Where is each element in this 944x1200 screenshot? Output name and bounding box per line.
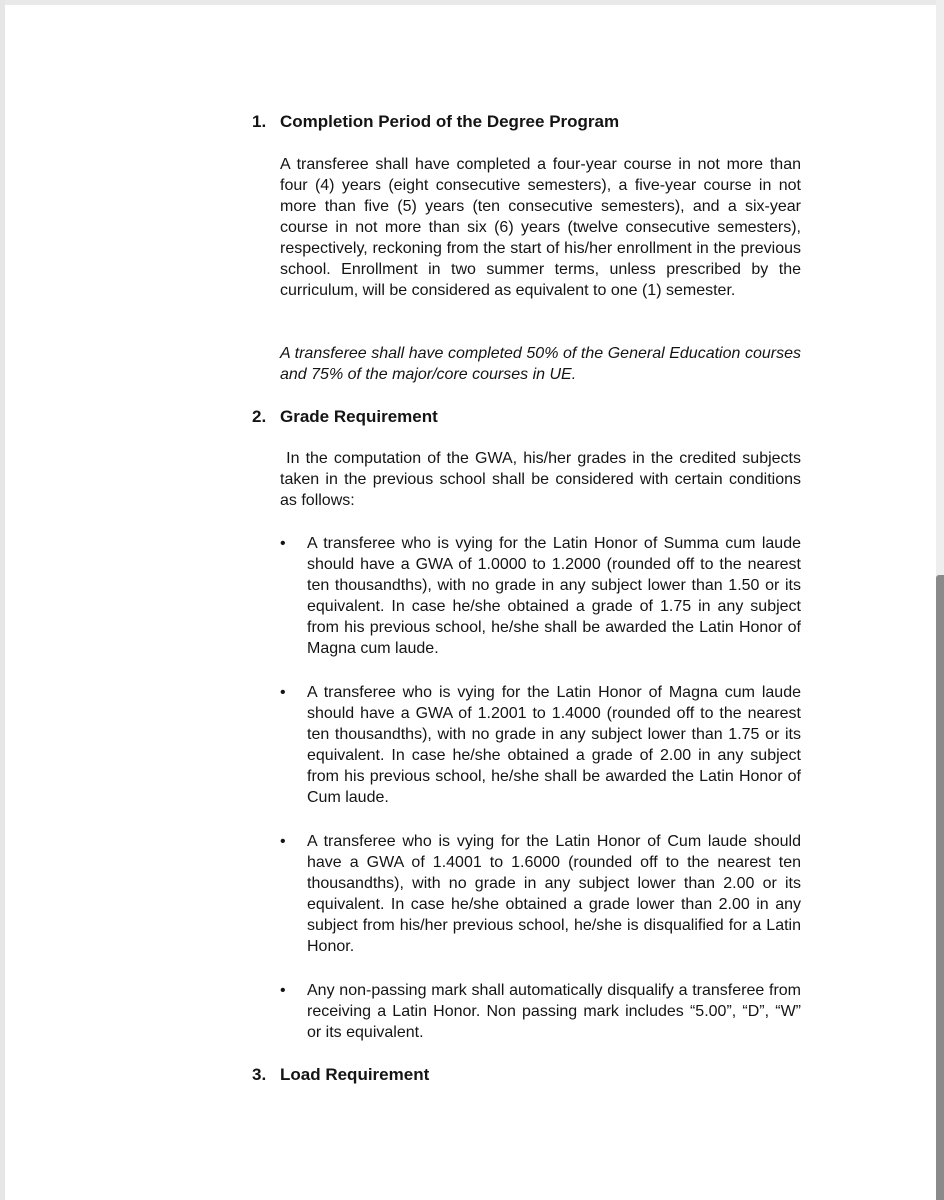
section-number: 3. — [252, 1065, 267, 1084]
section-1-italic-paragraph: A transferee shall have completed 50% of the General Education courses and 75% of the major/core courses in UE. — [280, 345, 801, 383]
section-number: 2. — [252, 407, 267, 426]
section-title: Completion Period of the Degree Program — [280, 112, 620, 131]
list-item-text: A transferee who is vying for the Latin Honor of Magna cum laude should have a GWA of 1.2001 to 1.4000 (rounded off to the nearest ten thousandths), with no grade in any subject lower than 1.75 or its equivalent. In case he/she obtained a grade of 2.00 in any subject from his previous school, he/she shall be awarded the Latin Honor of Cum laude. — [307, 684, 801, 806]
list-item-text: A transferee who is vying for the Latin Honor of Summa cum laude should have a GWA of 1.0000 to 1.2000 (rounded off to the nearest ten thousandths), with no grade in any subject lower than 1.50 or its equivalent. In case he/she obtained a grade of 1.75 in any subject from his previous school, he/she shall be awarded the Latin Honor of Magna cum laude. — [307, 535, 801, 657]
section-number: 1. — [252, 112, 267, 131]
bullet-icon: • — [280, 535, 286, 552]
list-item-text: Any non-passing mark shall automatically disqualify a transferee from receiving a Latin Honor. Non passing mark includes “5.00”, “D”, “W” or its equivalent. — [307, 982, 801, 1041]
bullet-icon: • — [280, 684, 286, 701]
section-heading-3 — [252, 1064, 429, 1085]
bullet-icon: • — [280, 982, 286, 999]
section-heading-1 — [252, 111, 619, 132]
list-item-text: A transferee who is vying for the Latin Honor of Cum laude should have a GWA of 1.4001 to 1.6000 (rounded off to the nearest ten thousandths), with no grade in any subject lower than 2.00 or its equivalent. In case he/she obtained a grade lower than 2.00 in any subject from his/her previous school, he/she is disqualified for a Latin Honor. — [307, 833, 801, 955]
section-title: Load Requirement — [280, 1065, 430, 1084]
bullet-icon: • — [280, 833, 286, 850]
section-2-intro: In the computation of the GWA, his/her grades in the credited subjects taken in the previous school shall be considered with certain conditions as follows: — [280, 450, 806, 509]
section-title: Grade Requirement — [280, 407, 438, 426]
section-heading-2 — [252, 406, 438, 427]
section-1-paragraph: A transferee shall have completed a four-year course in not more than four (4) years (eight consecutive semesters), a five-year course in not more than five (5) years (ten consecutive semesters), and a six-year course in not more than six (6) years (twelve consecutive semesters), respectively, reckoning from the start of his/her enrollment in the previous school. Enrollment in two summer terms, unless prescribed by the curriculum, will be considered as equivalent to one (1) semester. — [280, 156, 801, 299]
